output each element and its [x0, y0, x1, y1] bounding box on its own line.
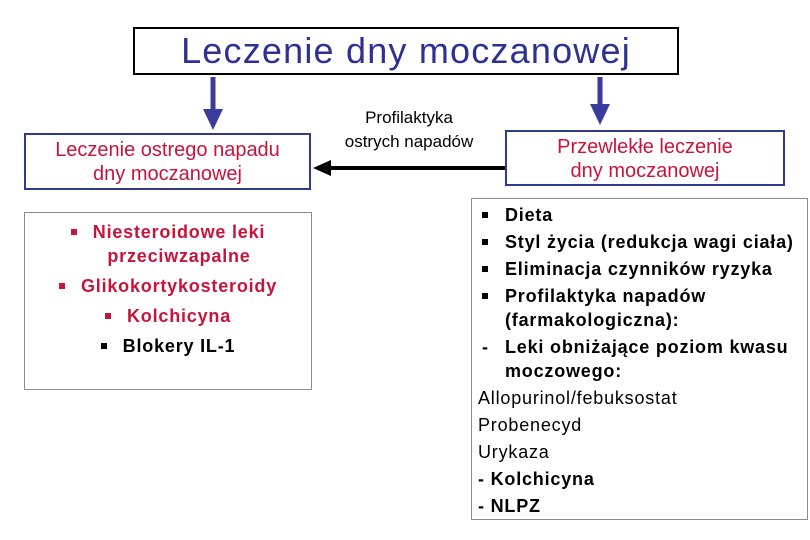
acute-treatment-box [24, 133, 311, 190]
list-item [25, 304, 311, 328]
list-item-text [505, 230, 794, 254]
square-bullet-icon [101, 343, 107, 349]
list-item-line: Kolchicyna [126, 306, 232, 326]
dash-marker: - [482, 337, 489, 357]
arrow-down-icon-left [203, 77, 223, 130]
list-item [472, 257, 807, 281]
list-item-line: Profilaktyka napadów [505, 286, 707, 306]
list-item-line: Dieta [505, 205, 554, 225]
list-item [472, 203, 807, 227]
list-item-text [505, 257, 773, 281]
list-item-text [93, 220, 265, 268]
list-item-text [81, 274, 277, 298]
list-item-text [505, 284, 706, 332]
list-item-line: Eliminacja czynników ryzyka [505, 259, 773, 279]
list-item-line: moczowego: [505, 361, 623, 381]
square-bullet-icon [482, 293, 488, 299]
drug-name: Urykaza [478, 442, 550, 462]
acute-treatment-list [24, 212, 312, 390]
list-item-line: Blokery IL-1 [122, 336, 236, 356]
acute-box-line-1: Leczenie ostrego napadu [55, 139, 280, 161]
arrow-down-icon-right [590, 77, 610, 125]
drug-name: Probenecyd [478, 415, 583, 435]
list-item-dash [472, 335, 807, 383]
arrow-left-icon [313, 160, 505, 176]
list-item-line: Niesteroidowe leki [92, 222, 266, 242]
list-item [25, 334, 311, 358]
chronic-box-line-2: dny moczanowej [570, 160, 720, 182]
list-item [472, 284, 807, 332]
list-item-line: Styl życia (redukcja wagi ciała) [505, 232, 794, 252]
square-bullet-icon [482, 212, 488, 218]
chronic-treatment-list [471, 198, 808, 520]
list-item-line: Glikokortykosteroidy [80, 276, 278, 296]
square-bullet-icon [482, 266, 488, 272]
chronic-treatment-box [505, 130, 785, 186]
diagram-title: Leczenie dny moczanowej [133, 27, 679, 75]
list-item-text [505, 335, 788, 383]
drug-name: Allopurinol/febuksostat [478, 388, 678, 408]
list-item-text [123, 334, 236, 358]
square-bullet-icon [105, 313, 111, 319]
prophylaxis-label [329, 106, 489, 154]
list-item [472, 230, 807, 254]
list-item [25, 220, 311, 268]
list-item-line: przeciwzapalne [107, 246, 251, 266]
list-item-text [505, 203, 553, 227]
prophylaxis-label-line-1: Profilaktyka [365, 108, 453, 127]
prophylaxis-label-line-2: ostrych napadów [344, 132, 474, 151]
acute-box-line-2: dny moczanowej [93, 163, 242, 185]
square-bullet-icon [482, 239, 488, 245]
extra-treatment: - Kolchicyna [478, 469, 595, 489]
list-item-text [127, 304, 231, 328]
extra-treatment: - NLPZ [478, 496, 541, 516]
square-bullet-icon [71, 229, 77, 235]
list-item-line: (farmakologiczna): [505, 310, 680, 330]
square-bullet-icon [59, 283, 65, 289]
list-item [25, 274, 311, 298]
chronic-box-line-1: Przewlekłe leczenie [557, 136, 733, 158]
list-item-line: Leki obniżające poziom kwasu [505, 337, 789, 357]
